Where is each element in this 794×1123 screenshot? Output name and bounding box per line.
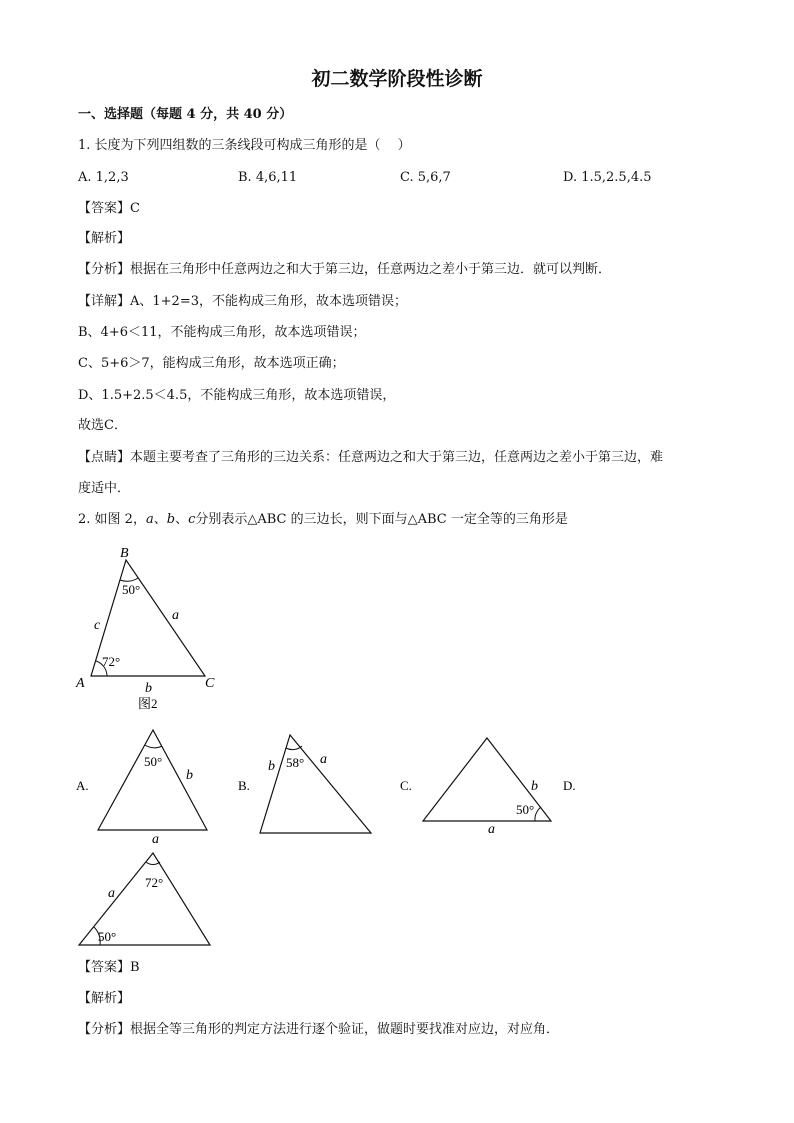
q2-sep-1: 、 (153, 512, 167, 527)
q2-jiexi: 【解析】 (78, 991, 131, 1006)
section-heading: 一、选择题（每题 4 分，共 40 分） (78, 107, 293, 122)
q2-sep-2: 、 (175, 512, 189, 527)
side-b-label: b (145, 681, 152, 696)
option-c-side-a: a (488, 822, 495, 837)
figure-caption: 图2 (138, 696, 158, 711)
q1-analysis: 【分析】根据在三角形中任意两边之和大于第三边，任意两边之差小于第三边．就可以判断． (78, 262, 612, 277)
q1-answer: 【答案】C (78, 201, 140, 216)
option-d-angle-left: 50° (98, 929, 117, 944)
q2-var-c: c (188, 512, 196, 527)
q1-option-a: A. 1,2,3 (78, 170, 129, 185)
q1-detail-1: 【详解】A、1+2=3，不能构成三角形，故本选项错误； (78, 294, 407, 309)
q1-detail-5: 故选C． (78, 418, 127, 433)
q2-option-b-label: B. (238, 778, 250, 793)
question-1-stem: 1. 长度为下列四组数的三条线段可构成三角形的是（ ） (78, 138, 411, 153)
option-b-side-b: b (268, 759, 275, 774)
option-a-side-b: b (186, 768, 193, 783)
option-d-top-angle-arc (146, 862, 160, 865)
option-c-side-b: b (531, 779, 538, 794)
q1-option-d: D. 1.5,2.5,4.5 (563, 170, 652, 185)
q1-jiexi: 【解析】 (78, 231, 131, 246)
q1-option-b: B. 4,6,11 (238, 170, 298, 185)
option-d-side-a: a (108, 886, 115, 901)
option-a-angle: 50° (144, 754, 163, 769)
q2-stem-prefix: 2. 如图 2， (78, 512, 146, 527)
option-b-side-a: a (320, 752, 327, 767)
q2-answer: 【答案】B (78, 960, 140, 975)
side-a-label: a (172, 608, 179, 623)
angle-a-label: 72° (102, 654, 121, 669)
q1-comment-1: 【点睛】本题主要考查了三角形的三边关系：任意两边之和大于第三边，任意两边之差小于第三边，难 (78, 450, 664, 465)
vertex-b-label: B (120, 546, 129, 561)
vertex-a-label: A (76, 676, 85, 691)
option-c-angle: 50° (516, 802, 535, 817)
angle-b-label: 50° (122, 582, 141, 597)
q2-option-a-label: A. (76, 778, 89, 793)
q2-analysis: 【分析】根据全等三角形的判定方法进行逐个验证，做题时要找准对应边，对应角． (78, 1022, 560, 1037)
q2-stem-suffix: 分别表示△ABC 的三边长，则下面与△ABC 一定全等的三角形是 (195, 512, 568, 527)
q2-option-c-label: C. (400, 778, 412, 793)
option-c-angle-arc (535, 807, 541, 821)
q1-option-c: C. 5,6,7 (400, 170, 451, 185)
page-title: 初二数学阶段性诊断 (311, 68, 483, 90)
q2-var-b: b (166, 512, 176, 527)
q1-detail-4: D、1.5+2.5＜4.5，不能构成三角形，故本选项错误， (78, 388, 396, 403)
q2-option-d-label: D. (563, 778, 576, 793)
q1-comment-2: 度适中． (78, 481, 131, 496)
vertex-c-label: C (205, 676, 215, 691)
option-b-angle: 58° (286, 755, 305, 770)
option-b-triangle (260, 735, 371, 833)
option-a-side-a: a (152, 832, 159, 847)
q1-detail-2: B、4+6＜11，不能构成三角形，故本选项错误； (78, 325, 366, 340)
side-c-label: c (94, 618, 101, 633)
q2-var-a: a (145, 512, 154, 527)
angle-b-arc (120, 578, 138, 581)
q1-detail-3: C、5+6＞7，能构成三角形，故本选项正确； (78, 356, 345, 371)
option-a-angle-arc (145, 745, 162, 748)
option-d-angle-top: 72° (145, 875, 164, 890)
